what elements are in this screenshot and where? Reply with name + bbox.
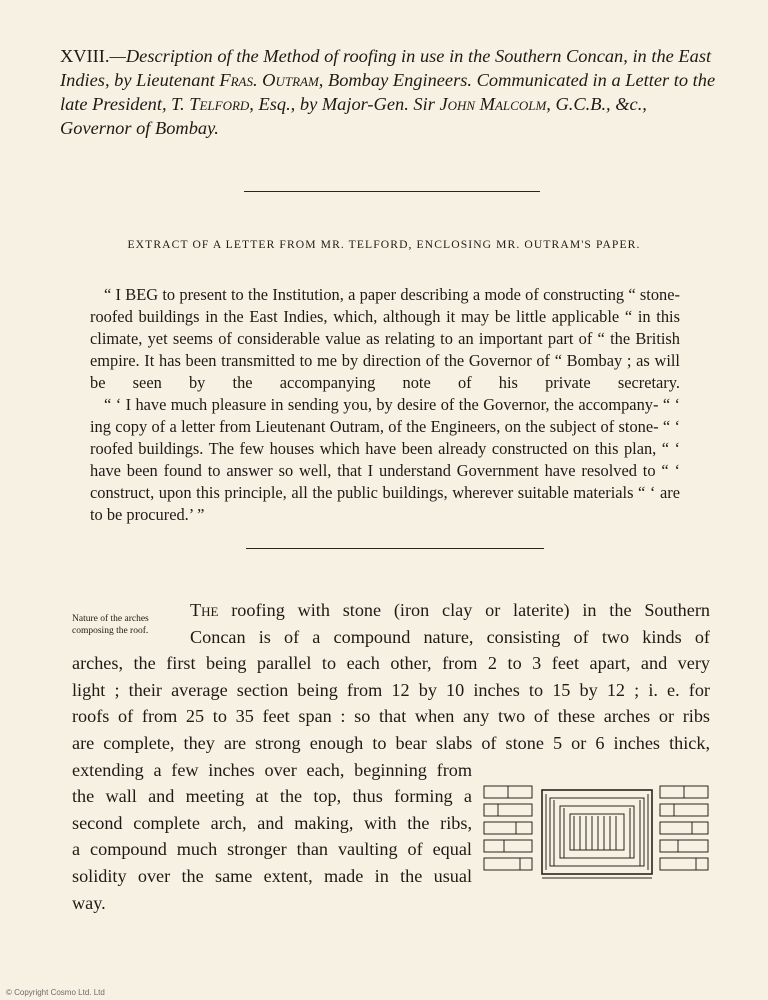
body-line: The roofing with stone (iron clay or laterite) in the Southern	[190, 600, 710, 620]
body-line: arches, the first being parallel to each other, from 2 to 3 feet apart, and very	[72, 653, 710, 674]
body-line: light ; their average section being from 12 by 10 inches to 15 by 12 ; i. e. for	[72, 679, 710, 700]
arched-roof-frame	[542, 790, 652, 878]
body-line: solidity over the same extent, made in the usual	[72, 865, 472, 886]
body-line: roofs of from 25 to 35 feet span : so that when any two of these arches or ribs	[72, 706, 710, 727]
body-line: way.	[72, 892, 106, 913]
title-part-3: , Esq., by Major-Gen. Sir	[249, 94, 440, 114]
article-title	[60, 44, 720, 140]
letter-divider	[246, 548, 544, 549]
extract-heading: EXTRACT OF A LETTER FROM MR. TELFORD, ENCLOSING MR. OUTRAM'S PAPER.	[127, 238, 641, 251]
body-line: the wall and meeting at the top, thus forming a	[72, 786, 472, 807]
title-part-2: , Bombay Engineers. Communicated in a Letter to the late President,	[60, 70, 716, 114]
letter-paragraph-2: “ ‘ I have much pleasure in sending you, by desire of the Governor, the accompany- “ ‘ ing copy of a letter from Lieutenant Outram, of the Engineers, on the subject of stone- “ ‘ roofed buildings. The few houses which have been already constructed on this plan, “ ‘ have been found to answer so well, that I understand Government have resolved to “ ‘ construct, upon this principle, all the public buildings, wherever suitable materials “ ‘ are to be procured.’ ”	[90, 395, 680, 524]
body-line: Concan is of a compound nature, consisting of two kinds of	[190, 626, 710, 647]
governor-name: John Malcolm	[439, 94, 547, 114]
roof-section-illustration	[480, 780, 712, 886]
body-line: extending a few inches over each, beginning from	[72, 759, 472, 780]
letter-extract	[90, 284, 680, 526]
president-name: T. Telford	[171, 94, 250, 114]
margin-note: Nature of the arches composing the roof.	[72, 614, 149, 636]
body-line: a compound much stronger than vaulting of equal	[72, 839, 472, 860]
letter-paragraph-1: “ I BEG to present to the Institution, a paper describing a mode of constructing “ stone-roofed buildings in the East Indies, which, although it may be little applicable “ in this climate, yet seems of considerable value as relating to an important part of “ the British empire. It has been transmitted to me by direction of the Governor of “ Bombay ; as will be seen by the accompanying note of his private secretary.	[90, 285, 680, 392]
author-name: Fras. Outram	[219, 70, 319, 90]
body-line: are complete, they are strong enough to bear slabs of stone 5 or 6 inches thick,	[72, 732, 710, 753]
right-wall-courses	[660, 786, 708, 870]
title-part-1: —Description of the Method of roofing in use in the Southern Concan, in the East Indies, by Lieutenant	[60, 46, 712, 90]
copyright-footer: © Copyright Cosmo Ltd. Ltd	[6, 988, 105, 997]
body-line: second complete arch, and making, with the ribs,	[72, 812, 472, 833]
lead-word: The	[190, 600, 219, 620]
title-divider	[244, 191, 540, 192]
left-wall-courses	[484, 786, 532, 870]
article-number: XVIII.	[60, 46, 110, 66]
title-part-4: , G.C.B., &c., Governor of Bombay.	[60, 94, 647, 138]
